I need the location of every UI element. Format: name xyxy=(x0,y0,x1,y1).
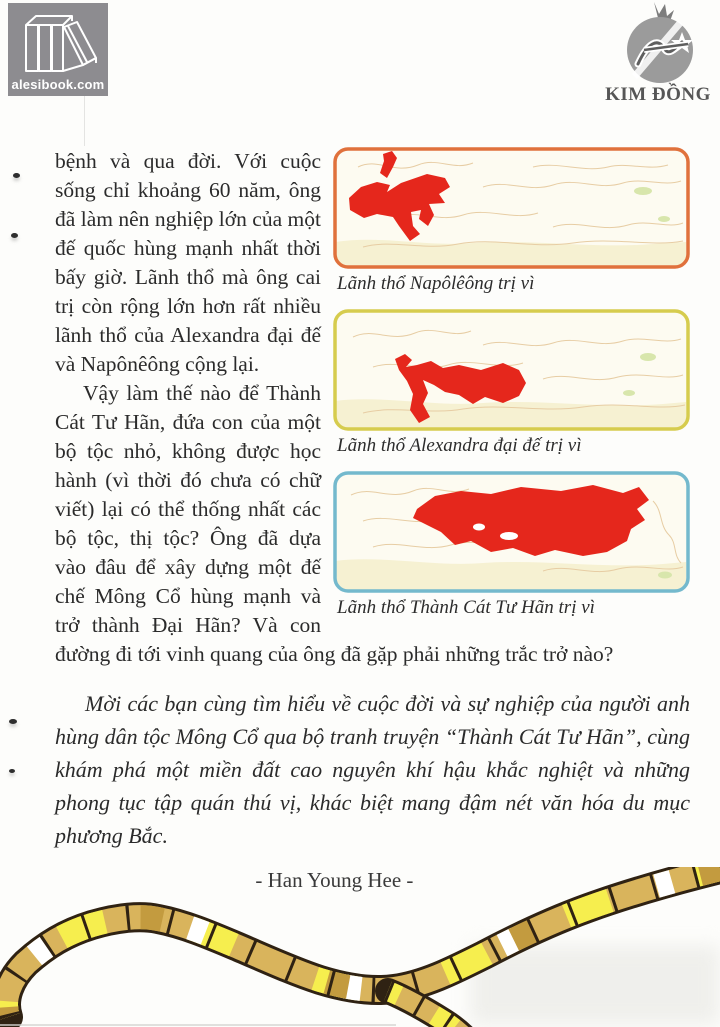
scan-bottom-edge xyxy=(0,1024,396,1026)
books-icon xyxy=(8,3,108,79)
binding-dot xyxy=(9,769,15,773)
map-caption-genghis: Lãnh thổ Thành Cát Tư Hãn trị vì xyxy=(337,597,595,618)
map-block-genghis xyxy=(333,471,690,623)
watermark-url: alesibook.com xyxy=(11,77,105,92)
map-genghis-territory xyxy=(333,471,690,593)
publisher-name: KIM ĐỒNG xyxy=(605,84,711,105)
binding-dot xyxy=(13,173,20,178)
binding-dot xyxy=(9,719,17,724)
page-content xyxy=(55,147,690,893)
map-block-alexander xyxy=(333,309,690,461)
kimdong-emblem-icon xyxy=(598,2,718,84)
map-caption-alexander: Lãnh thổ Alexandra đại đế trị vì xyxy=(337,435,582,456)
paragraph-2: Vậy làm thế nào để Thành Cát Tư Hãn, đứa con của một bộ tộc nhỏ, không được học hành (vì thời đó chưa có chữ viết) lại có thể thống nhất các bộ tộc, thị tộc? Ông đã dựa vào đâu để xây dựng một đế chế Mông Cổ hùng mạnh và trở thành Đại Hãn? Và con đường đi tới vinh quang của ông đã gặp phải những trắc trở nào? xyxy=(55,381,614,666)
maps-column xyxy=(333,147,690,633)
great-wall-illustration xyxy=(0,867,720,1027)
map-caption-napoleon: Lãnh thổ Napôlêông trị vì xyxy=(337,273,535,294)
kimdong-logo xyxy=(598,2,718,106)
author-credit: - Han Young Hee - xyxy=(255,868,414,892)
scan-fold-line xyxy=(84,96,85,146)
paragraph-intro-italic: Mời các bạn cùng tìm hiểu về cuộc đời và sự nghiệp của người anh hùng dân tộc Mông Cổ qua bộ tranh truyện “Thành Cát Tư Hãn”, cùng khám phá một miền đất cao nguyên khí hậu khắc nghiệt và những phong tục tập quán thú vị, khác biệt mang đậm nét văn hóa du mục phương Bắc. xyxy=(55,691,690,848)
paragraph-1: bệnh và qua đời. Với cuộc sống chỉ khoảng 60 năm, ông đã làm nên nghiệp lớn của một đế quốc hùng mạnh nhất thời bấy giờ. Lãnh thổ mà ông cai trị còn rộng lớn hơn rất nhiều lãnh thổ của Alexandra đại đế và Napônêông cộng lại. xyxy=(55,149,321,376)
binding-dot xyxy=(11,233,18,238)
alesibook-watermark xyxy=(8,3,108,96)
map-block-napoleon xyxy=(333,147,690,299)
map-alexander-territory xyxy=(333,309,690,431)
map-napoleon-territory xyxy=(333,147,690,269)
